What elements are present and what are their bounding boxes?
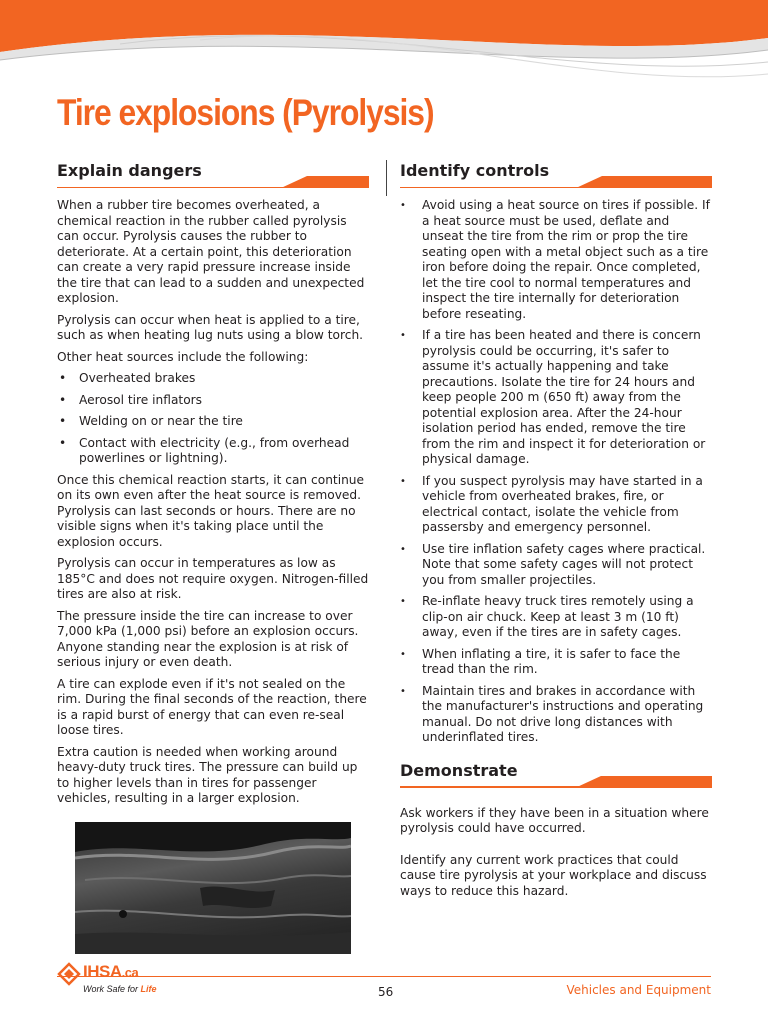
tire-damage-photo bbox=[75, 822, 351, 954]
logo-tagline bbox=[83, 984, 157, 994]
list-item: • Avoid using a heat source on tires if possible. If a heat source must be used, deflate and unseat the tire from the rim or prop the tire seating open with a metal object such as a tire iron before doing the repair. Once completed, let the tire cool to normal temperatures and inspect the tire internally for deterioration before reseating. bbox=[400, 198, 712, 322]
section-heading: Explain dangers bbox=[57, 161, 202, 180]
logo-domain: .ca bbox=[121, 965, 139, 980]
footer-rule bbox=[57, 976, 711, 977]
list-item: • If you suspect pyrolysis may have started in a vehicle from overheated brakes, fire, or electrical contact, isolate the vehicle from passersby and emergency personnel. bbox=[400, 474, 712, 536]
page-title: Tire explosions (Pyrolysis) bbox=[57, 92, 434, 133]
paragraph: When a rubber tire becomes overheated, a chemical reaction in the rubber called pyrolysis can occur. Pyrolysis causes the rubber to deteriorate. At a certain point, this deterioration can create a very rapid pressure increase inside the tire that can lead to a sudden and unexpected explosion. bbox=[57, 198, 365, 305]
paragraph: Pyrolysis can occur in temperatures as low as 185°C and does not require oxygen. Nitrogen-filled tires are also at risk. bbox=[57, 556, 369, 601]
paragraph: The pressure inside the tire can increase to over 7,000 kPa (1,000 psi) before an explosion occurs. Anyone standing near the explosion is at risk of serious injury or even death. bbox=[57, 608, 359, 669]
paragraph: A tire can explode even if it's not sealed on the rim. During the final seconds of the reaction, there is a rapid burst of energy that can even re-seal loose tires. bbox=[57, 676, 367, 737]
tagline-text: Work Safe for bbox=[83, 984, 139, 994]
list-item: • When inflating a tire, it is safer to face the tread than the rim. bbox=[400, 647, 712, 678]
paragraph: Identify any current work practices that could cause tire pyrolysis at your workplace and discuss ways to reduce this hazard. bbox=[400, 852, 707, 898]
list-item: • If a tire has been heated and there is concern pyrolysis could be occurring, it's safer to assume it's actually happening and take precautions. Isolate the tire for 24 hours and keep people 200 m (650 ft) away from the potential explosion area. After the 24-hour isolation period has ended, remove the tire from the rim and inspect it for deterioration or physical damage. bbox=[400, 328, 712, 468]
section-header-identify-controls bbox=[400, 160, 712, 188]
list-item: • Maintain tires and brakes in accordance with the manufacturer's instructions and operating manual. Do not drive long distances with underinflated tires. bbox=[400, 684, 712, 746]
right-column bbox=[400, 160, 712, 905]
paragraph: Pyrolysis can occur when heat is applied to a tire, such as when heating lug nuts using a blow torch. bbox=[57, 312, 364, 342]
ihsa-logo-icon bbox=[57, 962, 81, 986]
list-item: • Aerosol tire inflators bbox=[57, 393, 369, 409]
tagline-emphasis: Life bbox=[140, 984, 157, 994]
paragraph: Extra caution is needed when working around heavy-duty truck tires. The pressure can build up to higher levels than in tires for passenger vehicles, resulting in a larger explosion. bbox=[57, 744, 358, 805]
footer-section-name: Vehicles and Equipment bbox=[566, 983, 711, 997]
paragraph: Other heat sources include the following: bbox=[57, 349, 309, 364]
page-number: 56 bbox=[378, 985, 394, 999]
controls-list bbox=[400, 198, 712, 746]
section-heading: Identify controls bbox=[400, 161, 550, 180]
heat-sources-list bbox=[57, 371, 369, 467]
paragraph: Once this chemical reaction starts, it can continue on its own even after the heat source is removed. Pyrolysis can last seconds or hours. There are no visible signs when it's taking place until the explosion occurs. bbox=[57, 472, 365, 549]
section-header-explain-dangers bbox=[57, 160, 369, 188]
list-item: • Re-inflate heavy truck tires remotely using a clip-on air chuck. Keep at least 3 m (10 ft) away, even if the tires are in safety cages. bbox=[400, 594, 712, 641]
left-column bbox=[57, 160, 369, 813]
list-item: • Use tire inflation safety cages where practical. Note that some safety cages will not protect you from smaller projectiles. bbox=[400, 542, 712, 589]
logo-wordmark bbox=[83, 962, 138, 982]
section-header-demonstrate bbox=[400, 760, 712, 788]
paragraph: Ask workers if they have been in a situation where pyrolysis could have occurred. bbox=[400, 805, 709, 835]
column-divider bbox=[386, 160, 387, 196]
logo-word: IHSA bbox=[83, 962, 122, 981]
section-heading: Demonstrate bbox=[400, 760, 518, 780]
list-item: • Welding on or near the tire bbox=[57, 414, 369, 430]
list-item: • Contact with electricity (e.g., from overhead powerlines or lightning). bbox=[57, 436, 369, 467]
list-item: • Overheated brakes bbox=[57, 371, 369, 387]
